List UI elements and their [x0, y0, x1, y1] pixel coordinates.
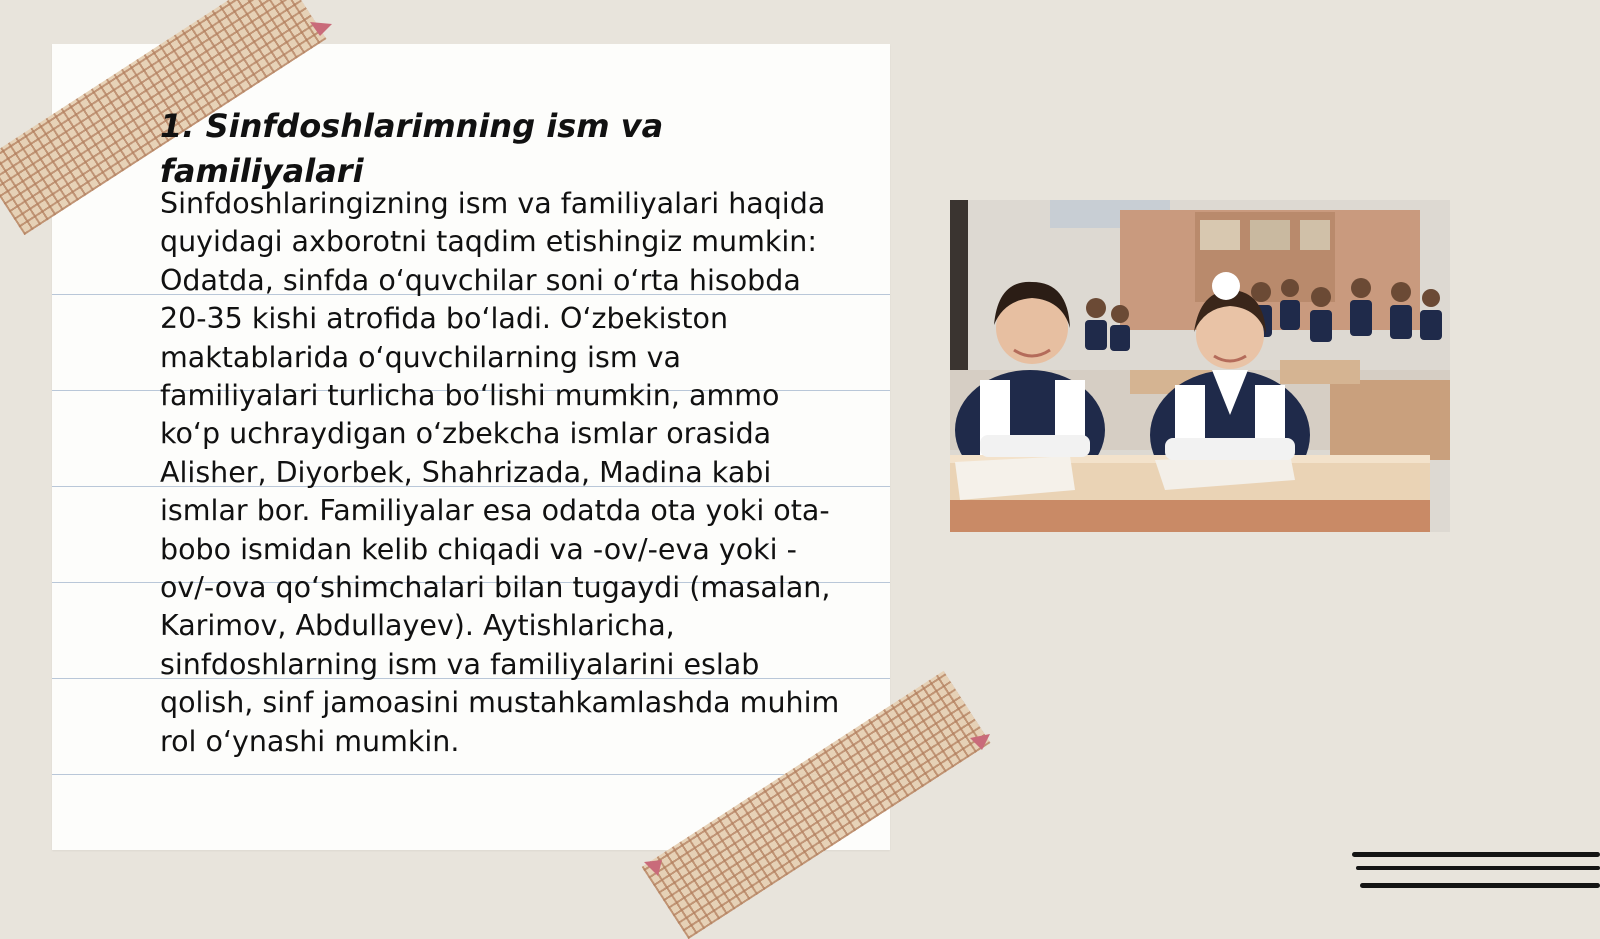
classroom-photo [950, 200, 1450, 532]
ruled-line [52, 774, 890, 775]
classroom-photo-illustration [950, 200, 1450, 532]
tape-end-mark [970, 734, 994, 754]
decorative-line [1360, 883, 1600, 888]
decorative-line [1356, 866, 1600, 870]
tape-end-mark [310, 20, 334, 40]
slide-title: 1. Sinfdoshlarimning ism va familiyalari [160, 107, 664, 190]
decorative-line [1352, 852, 1600, 857]
slide-body-text: Sinfdoshlaringizning ism va familiyalari haqida quyidagi axborotni taqdim etishingiz mumkin: Odatda, sinfda o‘quvchilar soni o‘rta hisobda 20-35 kishi atrofida bo‘ladi. O‘zbekiston maktablarida o‘quvchilarning ism va familiyalari turlicha bo‘lishi mumkin, ammo ko‘p uchraydigan o‘zbekcha ismlar orasida Alisher, Diyorbek, Shahrizada, Madina kabi ismlar bor. Familiyalar esa odatda ota yoki ota-bobo ismidan kelib chiqadi va -ov/-eva yoki -ov/-ova qo‘shimchalari bilan tugaydi (masalan, Karimov, Abdullayev). Aytishlaricha, sinfdoshlarning ism va familiyalarini eslab qolish, sinf jamoasini mustahkamlashda muhim rol o‘ynashi mumkin. [160, 187, 840, 758]
tape-end-mark [644, 858, 668, 878]
